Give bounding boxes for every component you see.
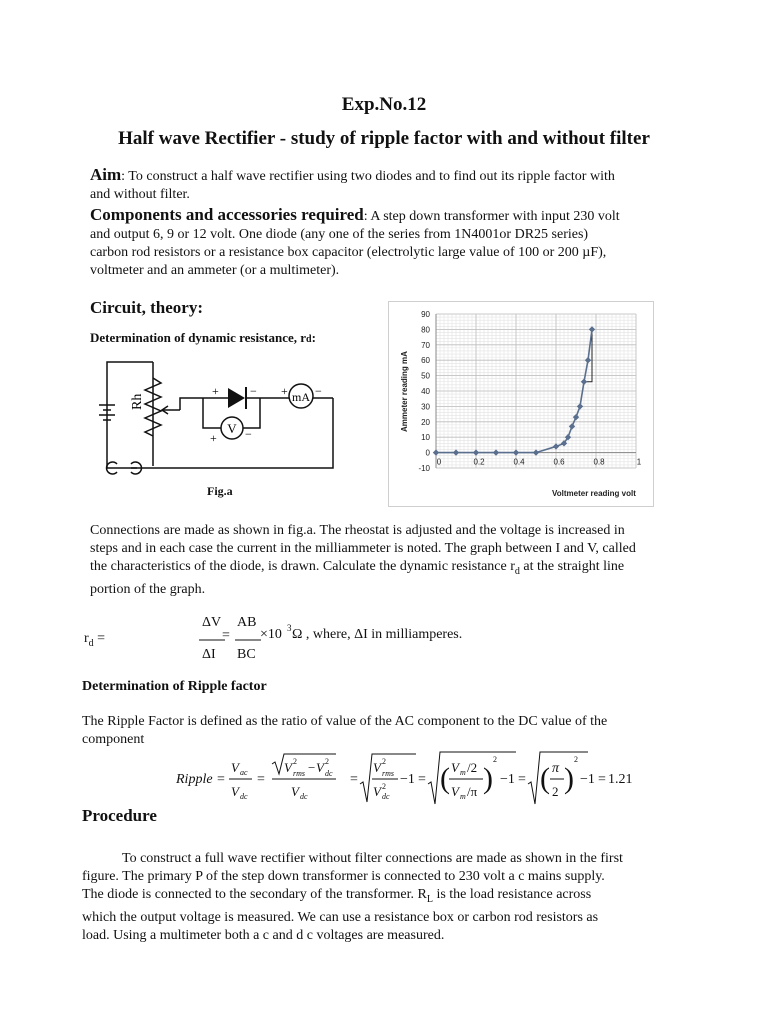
svg-text:m: m <box>460 768 466 777</box>
rd-omega: Ω , where, ΔI in milliamperes. <box>292 627 463 642</box>
svg-text:dc: dc <box>240 792 248 801</box>
svg-text:V: V <box>231 784 239 799</box>
svg-text:V: V <box>284 760 292 775</box>
aim-paragraph <box>90 166 680 204</box>
y-tick-label: 10 <box>421 433 430 443</box>
data-point <box>569 423 575 429</box>
data-point <box>577 403 583 409</box>
connections-line2: steps and in each case the current in the milliammeter is noted. The graph between I and V, called <box>90 541 636 556</box>
svg-text:2: 2 <box>382 757 386 766</box>
svg-text:ac: ac <box>240 768 248 777</box>
svg-text:=: = <box>217 772 225 787</box>
aim-text-line1: : To construct a half wave rectifier using two diodes and to find out its ripple factor with <box>121 169 615 184</box>
dynamic-resistance-text: Determination of dynamic resistance, r <box>90 330 307 345</box>
svg-text:2: 2 <box>382 782 386 791</box>
connections-line3: the characteristics of the diode, is drawn. Calculate the dynamic resistance r <box>90 559 515 574</box>
svg-text:V: V <box>316 760 324 775</box>
voltmeter-minus: − <box>245 427 252 441</box>
y-tick-label: 70 <box>421 340 430 350</box>
svg-text:rms: rms <box>293 769 306 778</box>
dynamic-resistance-heading <box>90 330 316 346</box>
svg-text:−1: −1 <box>580 772 595 787</box>
data-point <box>493 449 499 455</box>
ripple-formula <box>170 748 650 806</box>
data-point <box>573 414 579 420</box>
y-tick-label: 80 <box>421 325 430 335</box>
svg-text:π: π <box>552 761 560 776</box>
connections-paragraph <box>90 522 680 599</box>
components-paragraph <box>90 206 680 280</box>
ripple-def-line2: component <box>82 732 145 747</box>
y-tick-label: 60 <box>421 356 430 366</box>
svg-text:V: V <box>373 760 381 775</box>
svg-text:2: 2 <box>493 755 497 764</box>
circuit-heading: Circuit, theory: <box>90 298 203 317</box>
svg-text:=: = <box>518 772 526 787</box>
aim-label: Aim <box>90 165 122 184</box>
x-tick-label: 0.2 <box>473 457 485 467</box>
rd-eq: = <box>222 628 230 643</box>
procedure-line3: The diode is connected to the secondary of the transformer. R <box>82 887 427 902</box>
x-axis-label: Voltmeter reading volt <box>552 489 636 498</box>
connections-line3-end: at the straight line <box>519 559 625 574</box>
ripple-definition <box>82 713 680 749</box>
svg-text:−1: −1 <box>500 772 515 787</box>
y-tick-label: 0 <box>425 448 430 458</box>
rd-ab: AB <box>237 615 257 630</box>
y-tick-label: 40 <box>421 387 430 396</box>
svg-text:2: 2 <box>293 757 297 766</box>
procedure-line2: figure. The primary P of the step down transformer is connected to 230 volt a c mains supply. <box>82 869 605 884</box>
components-line3: carbon rod resistors or a resistance box capacitor (electrolytic large value of 100 or 200 µF), <box>90 245 607 260</box>
svg-text:m: m <box>460 792 466 801</box>
circuit-diagram <box>95 350 345 475</box>
svg-text:dc: dc <box>300 792 308 801</box>
y-axis-label: Ammeter reading mA <box>400 351 409 432</box>
connections-line3-sub: d <box>514 565 520 577</box>
diode-icon <box>228 387 246 409</box>
rd-lhs: $r_d$ = <box>84 631 106 649</box>
x-tick-label: 0.8 <box>593 457 605 467</box>
data-point <box>581 379 587 385</box>
data-point <box>553 443 559 449</box>
procedure-line4: which the output voltage is measured. We can use a resistance box or carbon rod resistors as <box>82 909 599 925</box>
svg-text:=: = <box>418 772 426 787</box>
svg-text:): ) <box>564 762 574 795</box>
procedure-line3-sub: L <box>426 893 433 905</box>
svg-text:V: V <box>451 784 459 799</box>
rheostat-label: Rh <box>130 393 145 410</box>
procedure-heading: Procedure <box>82 806 157 825</box>
procedure-paragraph <box>82 850 680 945</box>
rd-times: ×10 <box>260 627 282 642</box>
svg-text:/2: /2 <box>467 760 478 775</box>
x-tick-label: 1 <box>636 457 642 467</box>
components-line2: and output 6, 9 or 12 volt. One diode (any one of the series from 1N4001or DR25 series) <box>90 227 589 242</box>
ripple-heading: Determination of Ripple factor <box>82 679 267 694</box>
dynamic-resistance-colon: : <box>311 330 316 345</box>
rd-bc: BC <box>237 647 256 662</box>
ripple-word: Ripple <box>176 772 213 787</box>
svg-text:=: = <box>257 772 265 787</box>
x-tick-label: 0 <box>436 457 442 467</box>
svg-text:−1: −1 <box>400 772 415 787</box>
exp-number: Exp.No.12 <box>341 94 427 115</box>
x-tick-label: 0.4 <box>513 457 525 467</box>
diode-plus: + <box>212 384 219 398</box>
components-line1: : A step down transformer with input 230 volt <box>363 209 620 224</box>
ripple-def-line1: The Ripple Factor is defined as the ratio of value of the AC component to the DC value of the <box>82 714 608 729</box>
svg-text:−: − <box>308 760 316 775</box>
svg-text:dc: dc <box>325 769 333 778</box>
svg-text:2: 2 <box>574 755 578 764</box>
voltmeter-plus: + <box>210 431 217 445</box>
page-title: Half wave Rectifier - study of ripple factor with and without filter <box>118 128 650 149</box>
data-point <box>433 449 439 455</box>
svg-text:2: 2 <box>325 757 329 766</box>
rd-dv: ΔV <box>202 615 222 630</box>
svg-text:V: V <box>291 784 299 799</box>
data-point <box>513 449 519 455</box>
rd-formula <box>195 610 525 662</box>
svg-text:V: V <box>451 760 459 775</box>
data-point <box>533 449 539 455</box>
ripple-result: 1.21 <box>608 772 633 787</box>
x-tick-label: 0.6 <box>553 457 565 467</box>
svg-text:rms: rms <box>382 769 395 778</box>
rd-di: ΔI <box>202 647 216 662</box>
svg-text:=: = <box>350 772 358 787</box>
components-line4: voltmeter and an ammeter (or a multimeter). <box>90 263 340 278</box>
svg-text:(: ( <box>540 762 550 795</box>
svg-text:dc: dc <box>382 792 390 801</box>
procedure-line5: load. Using a multimeter both a c and d c voltages are measured. <box>82 927 445 943</box>
diode-minus: − <box>250 384 257 398</box>
fig-label: Fig.a <box>207 484 233 498</box>
svg-text:2: 2 <box>552 784 559 799</box>
svg-text:V: V <box>373 784 381 799</box>
components-label: Components and accessories required <box>90 205 364 224</box>
iv-chart <box>388 301 654 507</box>
data-point <box>589 326 595 332</box>
connections-line1: Connections are made as shown in fig.a. The rheostat is adjusted and the voltage is increased in <box>90 523 625 538</box>
svg-text:/π: /π <box>467 784 478 799</box>
ammeter-plus: + <box>281 384 288 398</box>
connections-line4: portion of the graph. <box>90 581 206 597</box>
data-point <box>453 449 459 455</box>
milliammeter-label: mA <box>292 390 310 404</box>
rd-exp: 3 <box>287 623 292 633</box>
y-tick-label: 90 <box>421 310 430 319</box>
svg-text:=: = <box>598 772 606 787</box>
data-point <box>585 357 591 363</box>
svg-text:): ) <box>483 762 493 795</box>
dynamic-resistance-sub: d <box>306 334 312 345</box>
data-point <box>473 449 479 455</box>
y-tick-label: 50 <box>421 371 430 381</box>
y-tick-label: 20 <box>421 417 430 427</box>
svg-text:(: ( <box>440 762 450 795</box>
iv-chart-svg <box>389 302 653 506</box>
y-tick-label: -10 <box>418 464 430 473</box>
ammeter-minus: − <box>315 384 322 398</box>
aim-text-line2: and without filter. <box>90 187 190 202</box>
voltmeter-label: V <box>227 421 237 436</box>
procedure-line3-end: is the load resistance across <box>432 887 592 902</box>
y-tick-label: 30 <box>421 402 430 412</box>
svg-text:V: V <box>231 760 239 775</box>
procedure-line1: To construct a full wave rectifier without filter connections are made as shown in the first <box>122 851 623 866</box>
